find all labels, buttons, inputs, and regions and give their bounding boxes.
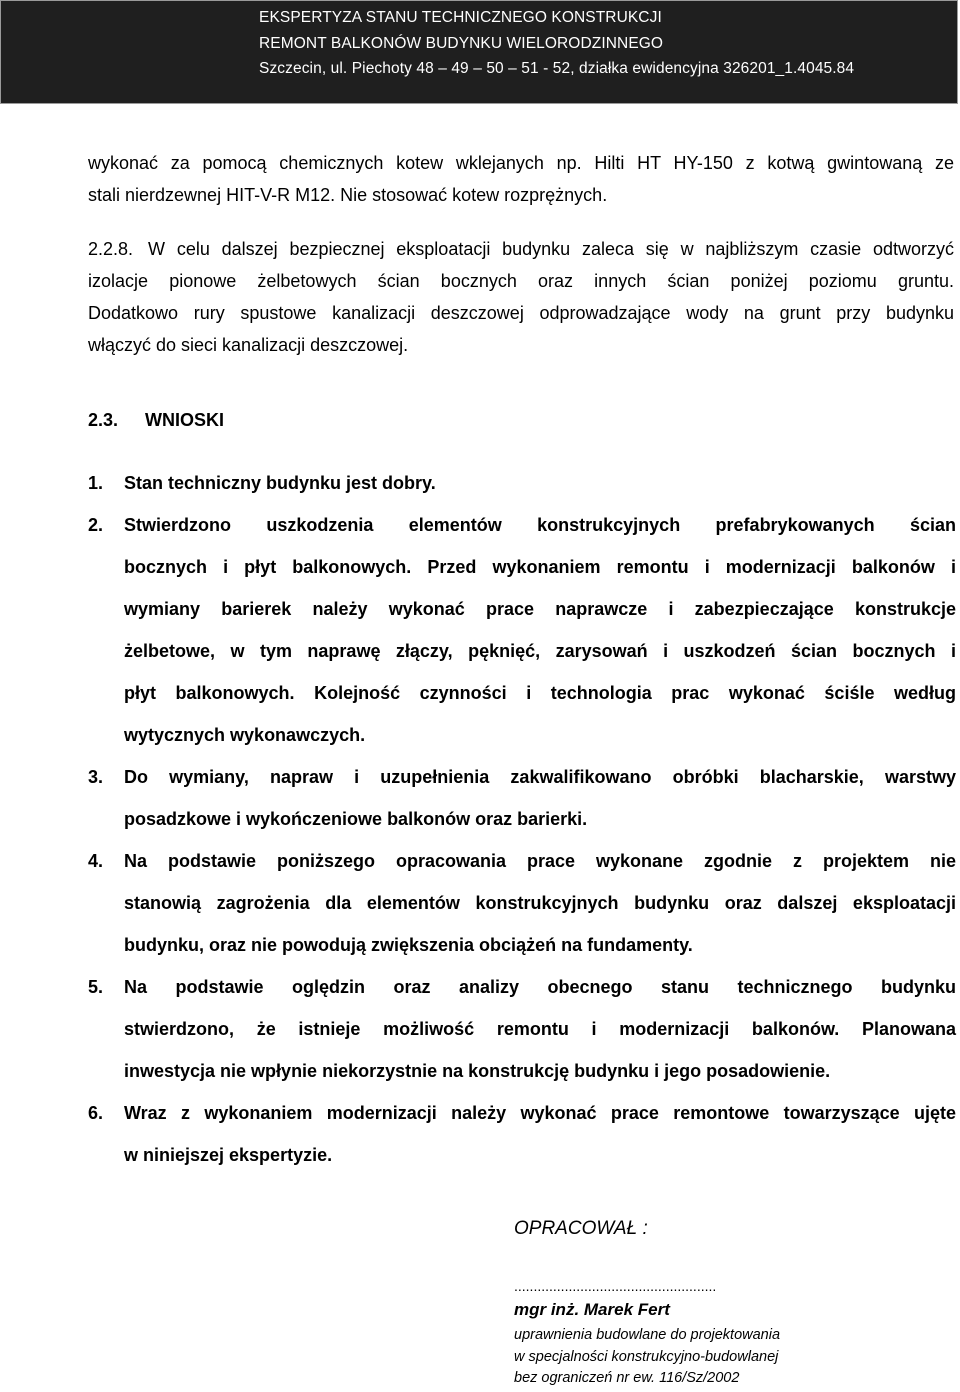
conclusion-line: stwierdzono, że istnieje możliwość remontu i modernizacji balkonów. Planowana bbox=[124, 1019, 956, 1039]
conclusion-line: Na podstawie oględzin oraz analizy obecnego stanu technicznego budynku bbox=[124, 977, 956, 997]
conclusion-line: budynku, oraz nie powodują zwiększenia obciążeń na fundamenty. bbox=[124, 935, 693, 955]
paragraph-2-2-8 bbox=[88, 233, 954, 361]
conclusion-number: 6. bbox=[88, 1103, 104, 1123]
conclusion-text bbox=[124, 462, 956, 504]
header-subtitle: REMONT BALKONÓW BUDYNKU WIELORODZINNEGO bbox=[259, 35, 664, 52]
conclusion-number: 2. bbox=[88, 515, 104, 535]
section-heading bbox=[88, 404, 224, 436]
conclusion-line: płyt balkonowych. Kolejność czynności i technologia prac wykonać ściśle według bbox=[124, 683, 956, 703]
conclusion-line-bold-part: bocznych i płyt balkonowych. bbox=[124, 557, 412, 577]
paragraph-line: wykonać za pomocą chemicznych kotew wklejanych np. Hilti HT HY-150 z kotwą gwintowaną ze bbox=[88, 153, 954, 173]
signature-credential-3: bez ograniczeń nr ew. 116/Sz/2002 bbox=[514, 1370, 740, 1386]
conclusion-line bbox=[124, 546, 956, 588]
paragraph-line: izolacje pionowe żelbetowych ścian bocznych oraz innych ścian poniżej poziomu gruntu. bbox=[88, 271, 954, 291]
signature-dots: .................................................... bbox=[514, 1278, 717, 1294]
document-header bbox=[0, 0, 958, 104]
conclusion-line: stanowią zagrożenia dla elementów konstrukcyjnych budynku oraz dalszej eksploatacji bbox=[124, 893, 956, 913]
signature-name: mgr inż. Marek Fert bbox=[514, 1300, 670, 1319]
conclusion-line: wymiany barierek należy wykonać prace naprawcze i zabezpieczające konstrukcje bbox=[124, 599, 956, 619]
conclusion-line: Wraz z wykonaniem modernizacji należy wykonać prace remontowe towarzyszące ujęte bbox=[124, 1103, 956, 1123]
conclusion-line: w niniejszej ekspertyzie. bbox=[124, 1145, 333, 1165]
conclusion-number: 5. bbox=[88, 977, 104, 997]
section-number: 2.3. bbox=[88, 410, 119, 430]
conclusion-text bbox=[124, 840, 956, 966]
conclusion-line-normal-part: Przed wykonaniem remontu i modernizacji balkonów i bbox=[411, 557, 956, 577]
conclusion-number: 4. bbox=[88, 851, 104, 871]
conclusion-text bbox=[124, 504, 956, 756]
conclusion-line: Stan techniczny budynku jest dobry. bbox=[124, 473, 436, 493]
signature-label: OPRACOWAŁ : bbox=[514, 1218, 648, 1239]
paragraph-anchors bbox=[88, 147, 954, 211]
signature-credential-2: w specjalności konstrukcyjno-budowlanej bbox=[514, 1349, 779, 1365]
paragraph-line: włączyć do sieci kanalizacji deszczowej. bbox=[88, 335, 409, 355]
paragraph-line: stali nierdzewnej HIT-V-R M12. Nie stosować kotew rozprężnych. bbox=[88, 185, 608, 205]
conclusion-line: żelbetowe, w tym naprawę złączy, pęknięć, zarysowań i uszkodzeń ścian bocznych i bbox=[124, 641, 956, 661]
conclusion-line: posadzkowe i wykończeniowe balkonów oraz barierki. bbox=[124, 809, 588, 829]
conclusion-number: 1. bbox=[88, 473, 104, 493]
signature-credential-1: uprawnienia budowlane do projektowania bbox=[514, 1327, 781, 1343]
paragraph-number: 2.2.8. bbox=[88, 239, 134, 259]
conclusion-number: 3. bbox=[88, 767, 104, 787]
conclusion-text bbox=[124, 1092, 956, 1176]
paragraph-line: Dodatkowo rury spustowe kanalizacji deszczowej odprowadzające wody na grunt przy budynku bbox=[88, 303, 954, 323]
header-address: Szczecin, ul. Piechoty 48 – 49 – 50 – 51 - 52, działka ewidencyjna 326201_1.4045.84 bbox=[259, 60, 855, 77]
section-title: WNIOSKI bbox=[145, 410, 225, 430]
conclusion-text bbox=[124, 966, 956, 1092]
conclusion-line: Do wymiany, napraw i uzupełnienia zakwalifikowano obróbki blacharskie, warstwy bbox=[124, 767, 956, 787]
conclusion-line: Na podstawie poniższego opracowania prace wykonane zgodnie z projektem nie bbox=[124, 851, 956, 871]
conclusion-text bbox=[124, 756, 956, 840]
conclusion-line: inwestycja nie wpłynie niekorzystnie na konstrukcję budynku i jego posadowienie. bbox=[124, 1061, 831, 1081]
header-title: EKSPERTYZA STANU TECHNICZNEGO KONSTRUKCJI bbox=[259, 9, 662, 26]
conclusion-line: Stwierdzono uszkodzenia elementów konstrukcyjnych prefabrykowanych ścian bbox=[124, 515, 956, 535]
conclusion-line: wytycznych wykonawczych. bbox=[124, 725, 366, 745]
paragraph-line: W celu dalszej bezpiecznej eksploatacji budynku zaleca się w najbliższym czasie odtworzyć bbox=[148, 239, 954, 259]
